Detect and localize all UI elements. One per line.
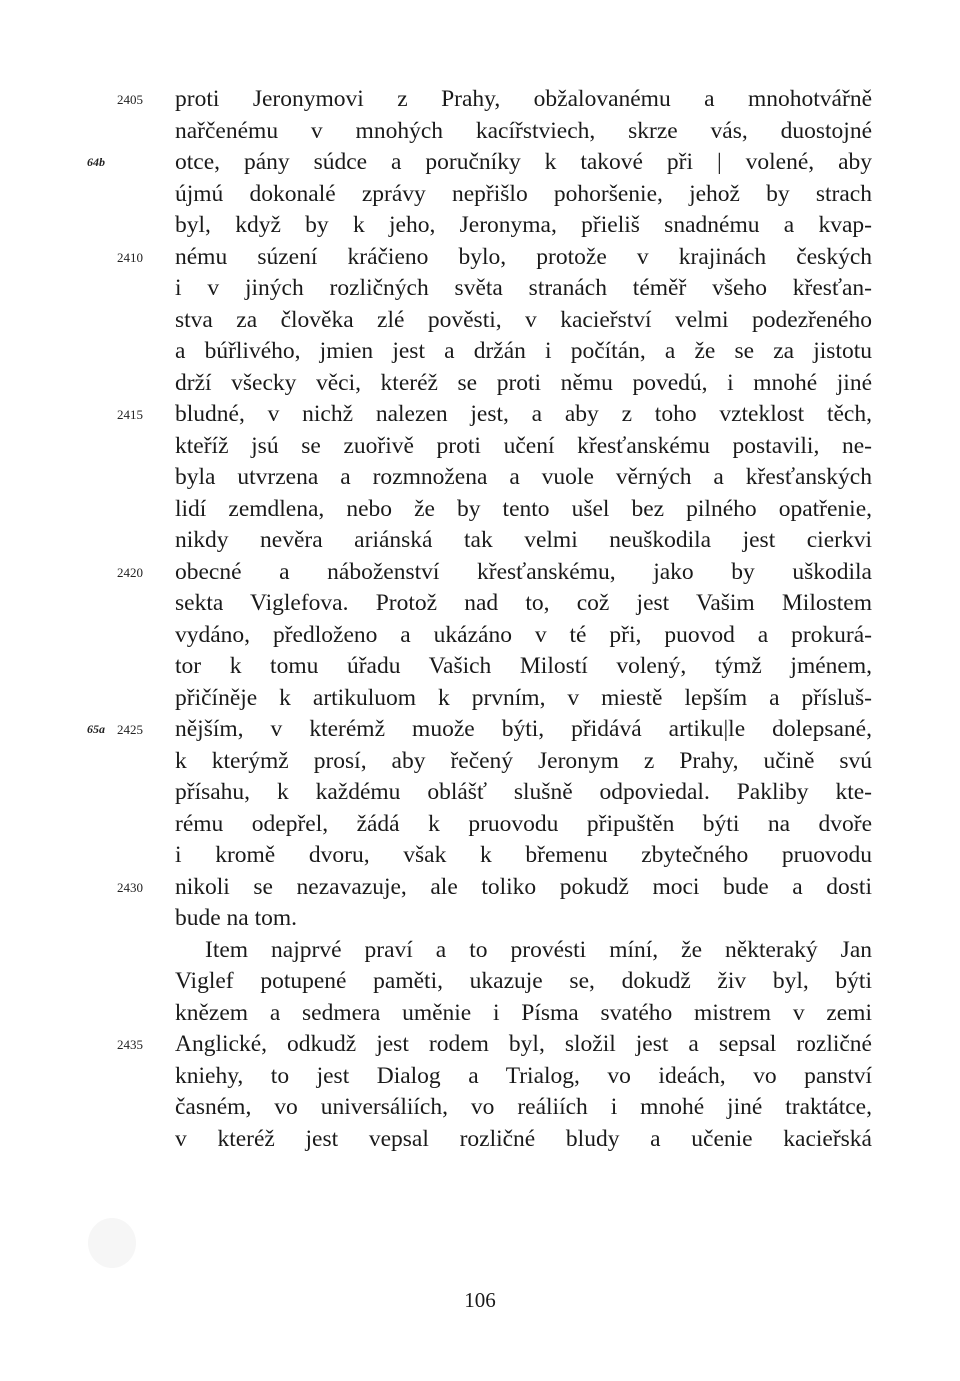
text-line: bludné, v nichž nalezen jest, a aby z toho vzteklost těch, bbox=[175, 401, 872, 427]
text-line: vydáno, předloženo a ukázáno v té při, puovod a prokurá- bbox=[175, 621, 872, 648]
page-number: 106 bbox=[464, 1288, 496, 1312]
text-line: Viglef potupené paměti, ukazuje se, dokudž živ byl, býti bbox=[175, 968, 872, 994]
line-number: 2420 bbox=[117, 564, 143, 580]
text-line: i v jiných rozličných světa stranách téměř všeho křesťan- bbox=[175, 275, 872, 301]
page-smudge bbox=[88, 1218, 136, 1268]
line-number: 2425 bbox=[117, 722, 143, 737]
text-line: byl, když by k jeho, Jeronyma, přieliš snadnému a kvap- bbox=[175, 212, 872, 238]
text-line: i kromě dvoru, však k břemenu zbytečného pruovodu bbox=[175, 842, 872, 868]
text-line: tor k tomu úřadu Vašich Milostí volený, týmž jménem, bbox=[175, 653, 872, 679]
text-line: byla utvrzena a rozmnožena a vuole věrných a křesťanských bbox=[175, 464, 872, 490]
text-line: rému odepřel, žádá k pruovodu připuštěn býti na dvoře bbox=[175, 810, 872, 837]
folio-marker: 64b bbox=[87, 155, 105, 169]
text-line: a búřlivého, jmien jest a držán i počítán, a že se za jistotu bbox=[175, 338, 872, 364]
text-line: Item najprvé praví a to provésti míní, že některaký Jan bbox=[205, 936, 872, 963]
text-line: v kteréž jest vepsal rozličné bludy a učenie kacieřská bbox=[175, 1125, 872, 1152]
line-number: 2415 bbox=[117, 407, 143, 422]
line-number: 2435 bbox=[117, 1037, 143, 1052]
text-line: knězem a sedmera uměnie i Písma svatého mistrem v zemi bbox=[175, 999, 872, 1026]
text-line: újmú dokonalé zprávy nepřišlo pohoršenie, jehož by strach bbox=[175, 180, 872, 207]
text-line: drží všecky věci, kteréž se proti němu povedú, i mnohé jiné bbox=[175, 369, 872, 396]
text-line: nařčenému v mnohých kacířstviech, skrze vás, duostojné bbox=[175, 117, 872, 144]
text-line: nikoli se nezavazuje, ale toliko pokudž moci bude a dosti bbox=[175, 873, 872, 900]
text-line: přičíněje k artikuluom k prvním, v miestě lepším a přísluš- bbox=[175, 684, 872, 711]
text-line: bude na tom. bbox=[175, 905, 298, 931]
text-line: obecné a náboženství křesťanskému, jako by uškodila bbox=[175, 558, 872, 585]
line-number: 2430 bbox=[117, 879, 143, 895]
text-line: kniehy, to jest Dialog a Trialog, vo ideách, vo panství bbox=[175, 1062, 872, 1089]
text-line: proti Jeronymovi z Prahy, obžalovanému a mnohotvářně bbox=[175, 86, 872, 112]
text-line: nějším, v kterémž muože býti, přidává artiku|le dolepsané, bbox=[175, 716, 872, 742]
text-line: kteříž jsú se zuořivě proti učení křesťanskému postavili, ne- bbox=[175, 432, 872, 459]
text-line: otce, pány súdce a poručníky k takové při | volené, aby bbox=[175, 149, 872, 175]
text-line: Anglické, odkudž jest rodem byl, složil jest a sepsal rozličné bbox=[175, 1031, 872, 1057]
text-line: stva za člověka zlé pověsti, v kacieřství velmi podezřeného bbox=[175, 306, 872, 333]
line-number: 2410 bbox=[117, 249, 143, 265]
text-line: přísahu, k každému oblášť slušně odpoviedal. Pakliby kte- bbox=[175, 779, 872, 805]
text-line: k kterýmž prosí, aby řečený Jeronym z Prahy, učině svú bbox=[175, 747, 872, 774]
text-line: lidí zemdlena, nebo že by tento ušel bez pilného opatřenie, bbox=[175, 495, 872, 522]
text-line: časném, vo universáliích, vo reáliích i mnohé jiné traktátce, bbox=[175, 1094, 872, 1120]
text-line: nikdy nevěra ariánská tak velmi neuškodila jest cierkvi bbox=[175, 527, 872, 553]
text-line: nému súzení kráčieno bylo, protože v krajinách českých bbox=[175, 243, 872, 270]
line-number: 2405 bbox=[117, 92, 143, 107]
folio-marker: 65a bbox=[87, 722, 105, 736]
text-line: sekta Viglefova. Protož nad to, což jest Vašim Milostem bbox=[175, 590, 872, 616]
